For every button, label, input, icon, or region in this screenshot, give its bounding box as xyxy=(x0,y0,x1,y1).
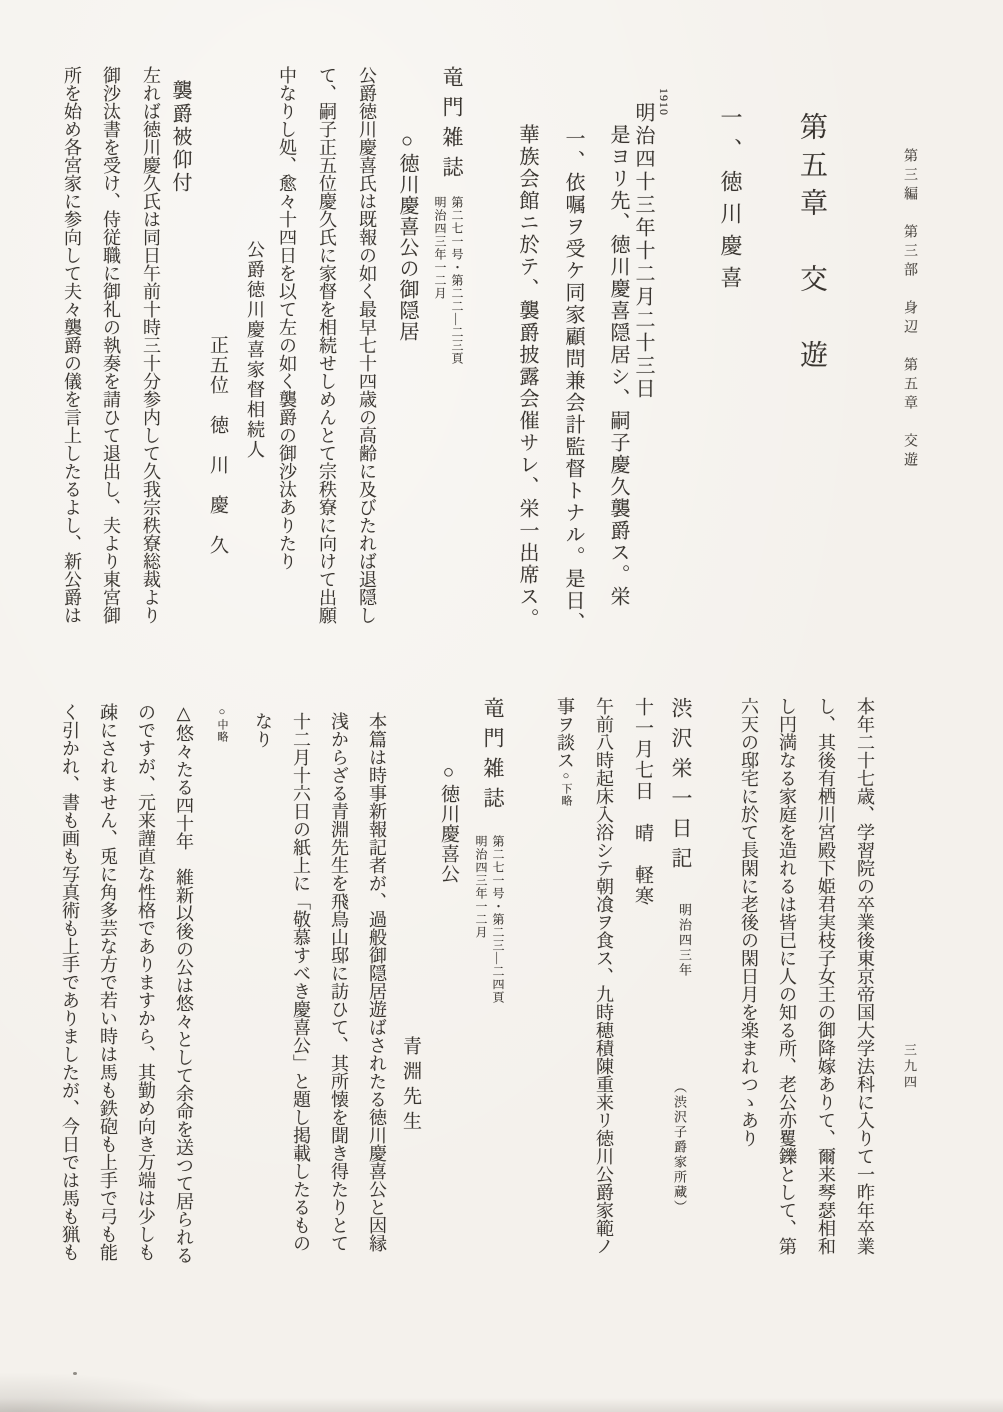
scan-edge-shadow xyxy=(0,1398,1003,1412)
body-line: て、嗣子正五位慶久氏に家督を相続せしめんとて宗秩寮に向けて出願 xyxy=(317,66,337,624)
body-line: 左れば徳川慶久氏は同日午前十時三十分参内して久我宗秩寮総裁より xyxy=(141,66,161,624)
body-line: 御沙汰書を受け、侍従職に御礼の執奏を請ひて退出し、夫より東宮御 xyxy=(101,66,121,624)
journal-citation: 明治四三年一二月 xyxy=(474,835,488,939)
summary-line: 一、依嘱ヲ受ケ同家顧問兼会計監督トナル。是日、 xyxy=(562,128,584,634)
summary-line: 華族会館ニ於テ、襲爵披露会催サレ、栄一出席ス。 xyxy=(516,124,538,630)
body-line: 疎にされません、兎に角多芸な方で若い時は馬も鉄砲も上手で弓も能 xyxy=(98,703,118,1261)
year-gregorian: 1910 xyxy=(657,88,671,116)
chapter-title: 第五章 交 遊 xyxy=(796,112,827,378)
body-line: し円満なる家庭を造れるは皆已に人の知る所、老公亦矍鑠として、第 xyxy=(777,697,797,1255)
journal-title: 竜門雑誌 xyxy=(481,697,505,817)
section-heading: 一、徳川慶喜 xyxy=(718,106,743,298)
page-number: 三九四 xyxy=(902,1043,917,1091)
summary-line: 是ヨリ先、徳川慶喜隠居シ、嗣子慶久襲爵ス。栄 xyxy=(607,124,629,608)
heir-title: 公爵徳川慶喜家督相続人 xyxy=(245,240,265,460)
omission-note: ○下略 xyxy=(560,770,572,807)
body-line: のですが、元来謹直な性格でありますから、其勤め向き万端は少しも xyxy=(136,703,156,1261)
body-line: 本篇は時事新報記者が、過般御隠居遊ばされたる徳川慶喜公と因縁 xyxy=(367,712,387,1252)
body-line: 事ヲ談ス xyxy=(555,697,575,769)
omission-note: ○中略 xyxy=(216,706,228,743)
article-heading: 襲爵被仰付 xyxy=(169,80,191,195)
body-line: し、其後有栖川宮殿下姫君実枝子女王の御降嫁ありて、爾来琴瑟相和 xyxy=(816,697,836,1255)
journal-title: 竜門雑誌 xyxy=(440,66,464,186)
heir-name: 正五位 徳 川 慶 久 xyxy=(207,335,228,555)
body-line: 六天の邸宅に於て長閑に老後の閑日月を楽まれつゝあり xyxy=(739,697,759,1147)
diary-title: 渋沢栄一日記 xyxy=(669,697,693,877)
author-name: 青淵先生 xyxy=(400,1036,421,1136)
journal-citation: 第二七一号・第二二―二三頁 xyxy=(450,196,464,365)
body-line: 浅からざる青淵先生を飛鳥山邸に訪ひて、其所懐を聞き得たりとて xyxy=(329,712,349,1252)
scan-corner-shadow xyxy=(0,1372,220,1412)
article-heading: ○徳川慶喜公 xyxy=(438,762,459,884)
body-line: △悠々たる四十年 維新以後の公は悠々として余命を送つて居られる xyxy=(174,703,194,1264)
journal-citation: 明治四三年一二月 xyxy=(433,196,447,300)
diary-date: 十一月七日 晴 軽寒 xyxy=(632,697,653,907)
body-line: 本年二十七歳、学習院の卒業後東京帝国大学法科に入りて一昨年卒業 xyxy=(855,697,875,1255)
body-line: 中なりし処、愈々十四日を以て左の如く襲爵の御沙汰ありたり xyxy=(277,66,297,570)
article-heading: ○徳川慶喜公の御隠居 xyxy=(396,130,418,342)
journal-citation: 第二七一号・第二三―二四頁 xyxy=(491,835,505,1004)
diary-year: 明治四三年 xyxy=(677,903,692,978)
body-line: く引かれ、書も画も写真術も上手でありましたが、今日では馬も猟も xyxy=(60,703,80,1261)
running-head: 第三編 第三部 身辺 第五章 交遊 xyxy=(902,148,917,471)
scan-speck xyxy=(73,1372,77,1375)
body-line: 午前八時起床入浴シテ朝飡ヲ食ス、九時穂積陳重来リ徳川公爵家範ノ xyxy=(594,697,614,1255)
body-line: 十二月十六日の紙上に「敬慕すべき慶喜公」と題し掲載したるもの xyxy=(291,712,311,1252)
body-line: 所を始め各宮家に参向して夫々襲爵の儀を言上したるよし、新公爵は xyxy=(62,66,82,624)
diary-source: （渋沢子爵家所蔵） xyxy=(672,1080,687,1215)
body-line: 公爵徳川慶喜氏は既報の如く最早七十四歳の高齢に及びたれば退隠し xyxy=(357,66,377,624)
body-line: なり xyxy=(253,712,273,748)
date-heading: 明治四十三年十二月二十三日 xyxy=(632,102,654,401)
